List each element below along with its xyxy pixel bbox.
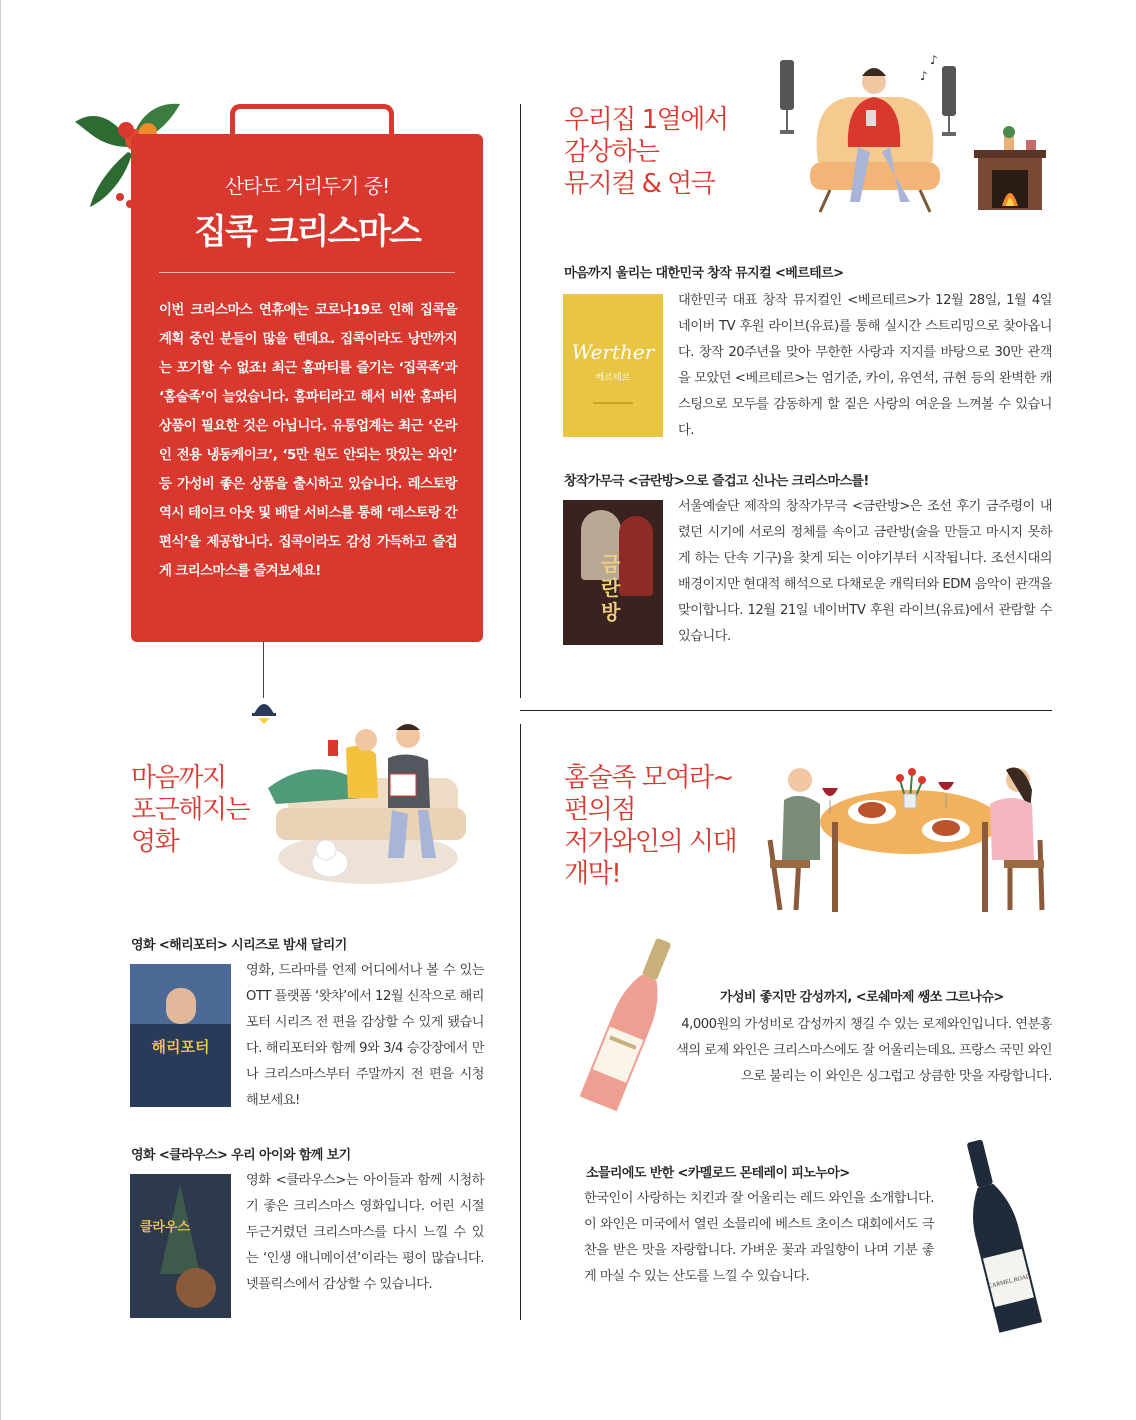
geumranbang-poster-title: 금란방 [601, 552, 621, 624]
couch-movie-illustration [258, 718, 468, 893]
lamp-cord [263, 642, 264, 698]
wine-dinner-illustration [760, 760, 1050, 930]
card-title: 집콕 크리스마스 [194, 212, 420, 252]
column-divider-bottom [520, 724, 521, 1320]
pinot-noir-heading: 소믈리에도 반한 <카멜로드 몬테레이 피노누아> [586, 1166, 850, 1181]
rose-wine-heading: 가성비 좋지만 감성까지, <로쉐마제 쌩쏘 그르나슈> [720, 990, 1004, 1005]
klaus-poster-title: 클라우스 [139, 1220, 191, 1235]
section-divider [520, 710, 1052, 711]
movie-title-line: 마음까지 [131, 763, 226, 793]
fireplace-icon [974, 126, 1046, 210]
klaus-body: 영화 <클라우스>는 아이들과 함께 시청하기 좋은 크리스마스 영화입니다. 어린 시절 두근거렸던 크리스마스를 다시 느낄 수 있는 ‘인생 애니메이션’이라는 평이 많습니다. 넷플릭스에서 감상할 수 있습니다. [246, 1173, 484, 1292]
card-divider [159, 272, 455, 273]
wine-section-title [564, 762, 736, 890]
geumranbang-body: 서울예술단 제작의 창작가무극 <금란방>은 조선 후기 금주령이 내렸던 시기에 서로의 정체를 속이고 금란방(술을 만들고 마시지 못하게 하는 단속 기구)을 찾게 되는 이야기부터 시작됩니다. 조선시대의 배경이지만 현대적 해석으로 다채로운 캐릭터와 EDM 음악이 관객을 맞이합니다. 12월 21일 네이버TV 후원 라이브(유료)에서 관람할 수 있습니다. [678, 499, 1052, 644]
werther-poster-title: Werther [571, 340, 655, 364]
geumranbang-poster [563, 500, 663, 645]
movie-title-line: 영화 [131, 827, 179, 857]
werther-poster-subtitle: 베르테르 [595, 373, 631, 383]
home-concert-illustration [770, 52, 1050, 222]
wine-title-line: 홈술족 모여라~ [564, 763, 733, 793]
musical-title-line: 감상하는 [564, 137, 659, 167]
svg-text:♪: ♪ [930, 53, 938, 67]
music-note-icon: ♪ [920, 69, 928, 83]
harry-potter-poster-title: 해리포터 [151, 1038, 210, 1056]
harry-potter-body: 영화, 드라마를 언제 어디에서나 볼 수 있는 OTT 플랫폼 ‘왓챠’에서 12월 신작으로 해리포터 시리즈 전 편을 감상할 수 있게 됐습니다. 해리포터와 함께 9와 3/4 승강장에서 만나 크리스마스부터 주말까지 전 편을 시청해보세요! [246, 963, 484, 1108]
musical-title-line: 우리집 1열에서 [564, 105, 728, 135]
poster-figure [176, 1268, 216, 1308]
klaus-heading: 영화 <클라우스> 우리 아이와 함께 보기 [131, 1148, 351, 1163]
musical-section-title [564, 104, 728, 200]
bottle-label-text: CARMEL ROAD [987, 1273, 1032, 1290]
wine-title-line: 개막! [564, 859, 621, 889]
movie-section-title [131, 762, 249, 858]
werther-poster [563, 294, 663, 437]
red-wine-bottle-icon [944, 1136, 1054, 1336]
wine-title-line: 저가와인의 시대 [564, 827, 737, 857]
werther-body: 대한민국 대표 창작 뮤지컬인 <베르테르>가 12월 28일, 1월 4일 네이버 TV 후원 라이브(유료)를 통해 실시간 스트리밍으로 찾아옵니다. 창작 20주년을 맞아 무한한 사랑과 지지를 바탕으로 30만 관객을 모았던 <베르테르>는 엄기준, 카이, 유연석, 규현 등의 완벽한 캐스팅으로 모두를 감동하게 할 짙은 사랑의 여운을 느껴볼 수 있습니다. [678, 293, 1052, 438]
poster-face [166, 988, 196, 1024]
rose-wine-body: 4,000원의 가성비로 감성까지 챙길 수 있는 로제와인입니다. 연분홍색의 로제 와인은 크리스마스에도 잘 어울리는데요. 프랑스 국민 와인으로 불리는 이 와인은 싱그럽고 상큼한 맛을 자랑합니다. [676, 1017, 1052, 1084]
geumranbang-heading: 창작가무극 <금란방>으로 즐겁고 신나는 크리스마스를! [564, 474, 869, 489]
harry-potter-heading: 영화 <해리포터> 시리즈로 밤새 달리기 [131, 938, 347, 953]
wine-title-line: 편의점 [564, 795, 635, 825]
page-left-border [0, 0, 1, 1420]
werther-heading: 마음까지 울리는 대한민국 창작 뮤지컬 <베르테르> [564, 266, 844, 281]
card-body-text: 이번 크리스마스 연휴에는 코로나19로 인해 집콕을 계획 중인 분들이 많을 텐데요. 집콕이라도 낭만까지는 포기할 수 없죠! 최근 홈파티를 즐기는 ‘집콕족’과 ‘홈술족’이 늘었습니다. 홈파티라고 해서 비싼 홈파티 상품이 필요한 것은 아닙니다. 유통업계는 최근 ‘온라인 전용 냉동케이크’, ‘5만 원도 안되는 맛있는 와인’ 등 가성비 좋은 상품을 출시하고 있습니다. 레스토랑 역시 테이크 아웃 및 배달 서비스를 통해 ‘레스토랑 간편식’을 제공합니다. 집콕이라도 감성 가득하고 즐겁게 크리스마스를 즐겨보세요! [159, 303, 457, 579]
column-divider-top [520, 104, 521, 698]
intro-card [131, 134, 483, 642]
harry-potter-poster [130, 964, 231, 1107]
pinot-noir-body: 한국인이 사랑하는 치킨과 잘 어울리는 레드 와인을 소개합니다. 이 와인은 미국에서 열린 소믈리에 베스트 초이스 대회에서도 극찬을 받은 맛을 자랑합니다. 가벼운 꽃과 과일향이 나며 기분 좋게 마실 수 있는 산도를 느낄 수 있습니다. [584, 1191, 934, 1284]
klaus-poster [130, 1174, 231, 1318]
musical-title-line: 뮤지컬 & 연극 [564, 169, 715, 199]
card-subtitle: 산타도 거리두기 중! [224, 174, 390, 198]
movie-title-line: 포근해지는 [131, 795, 250, 825]
poster-deco [593, 402, 633, 404]
